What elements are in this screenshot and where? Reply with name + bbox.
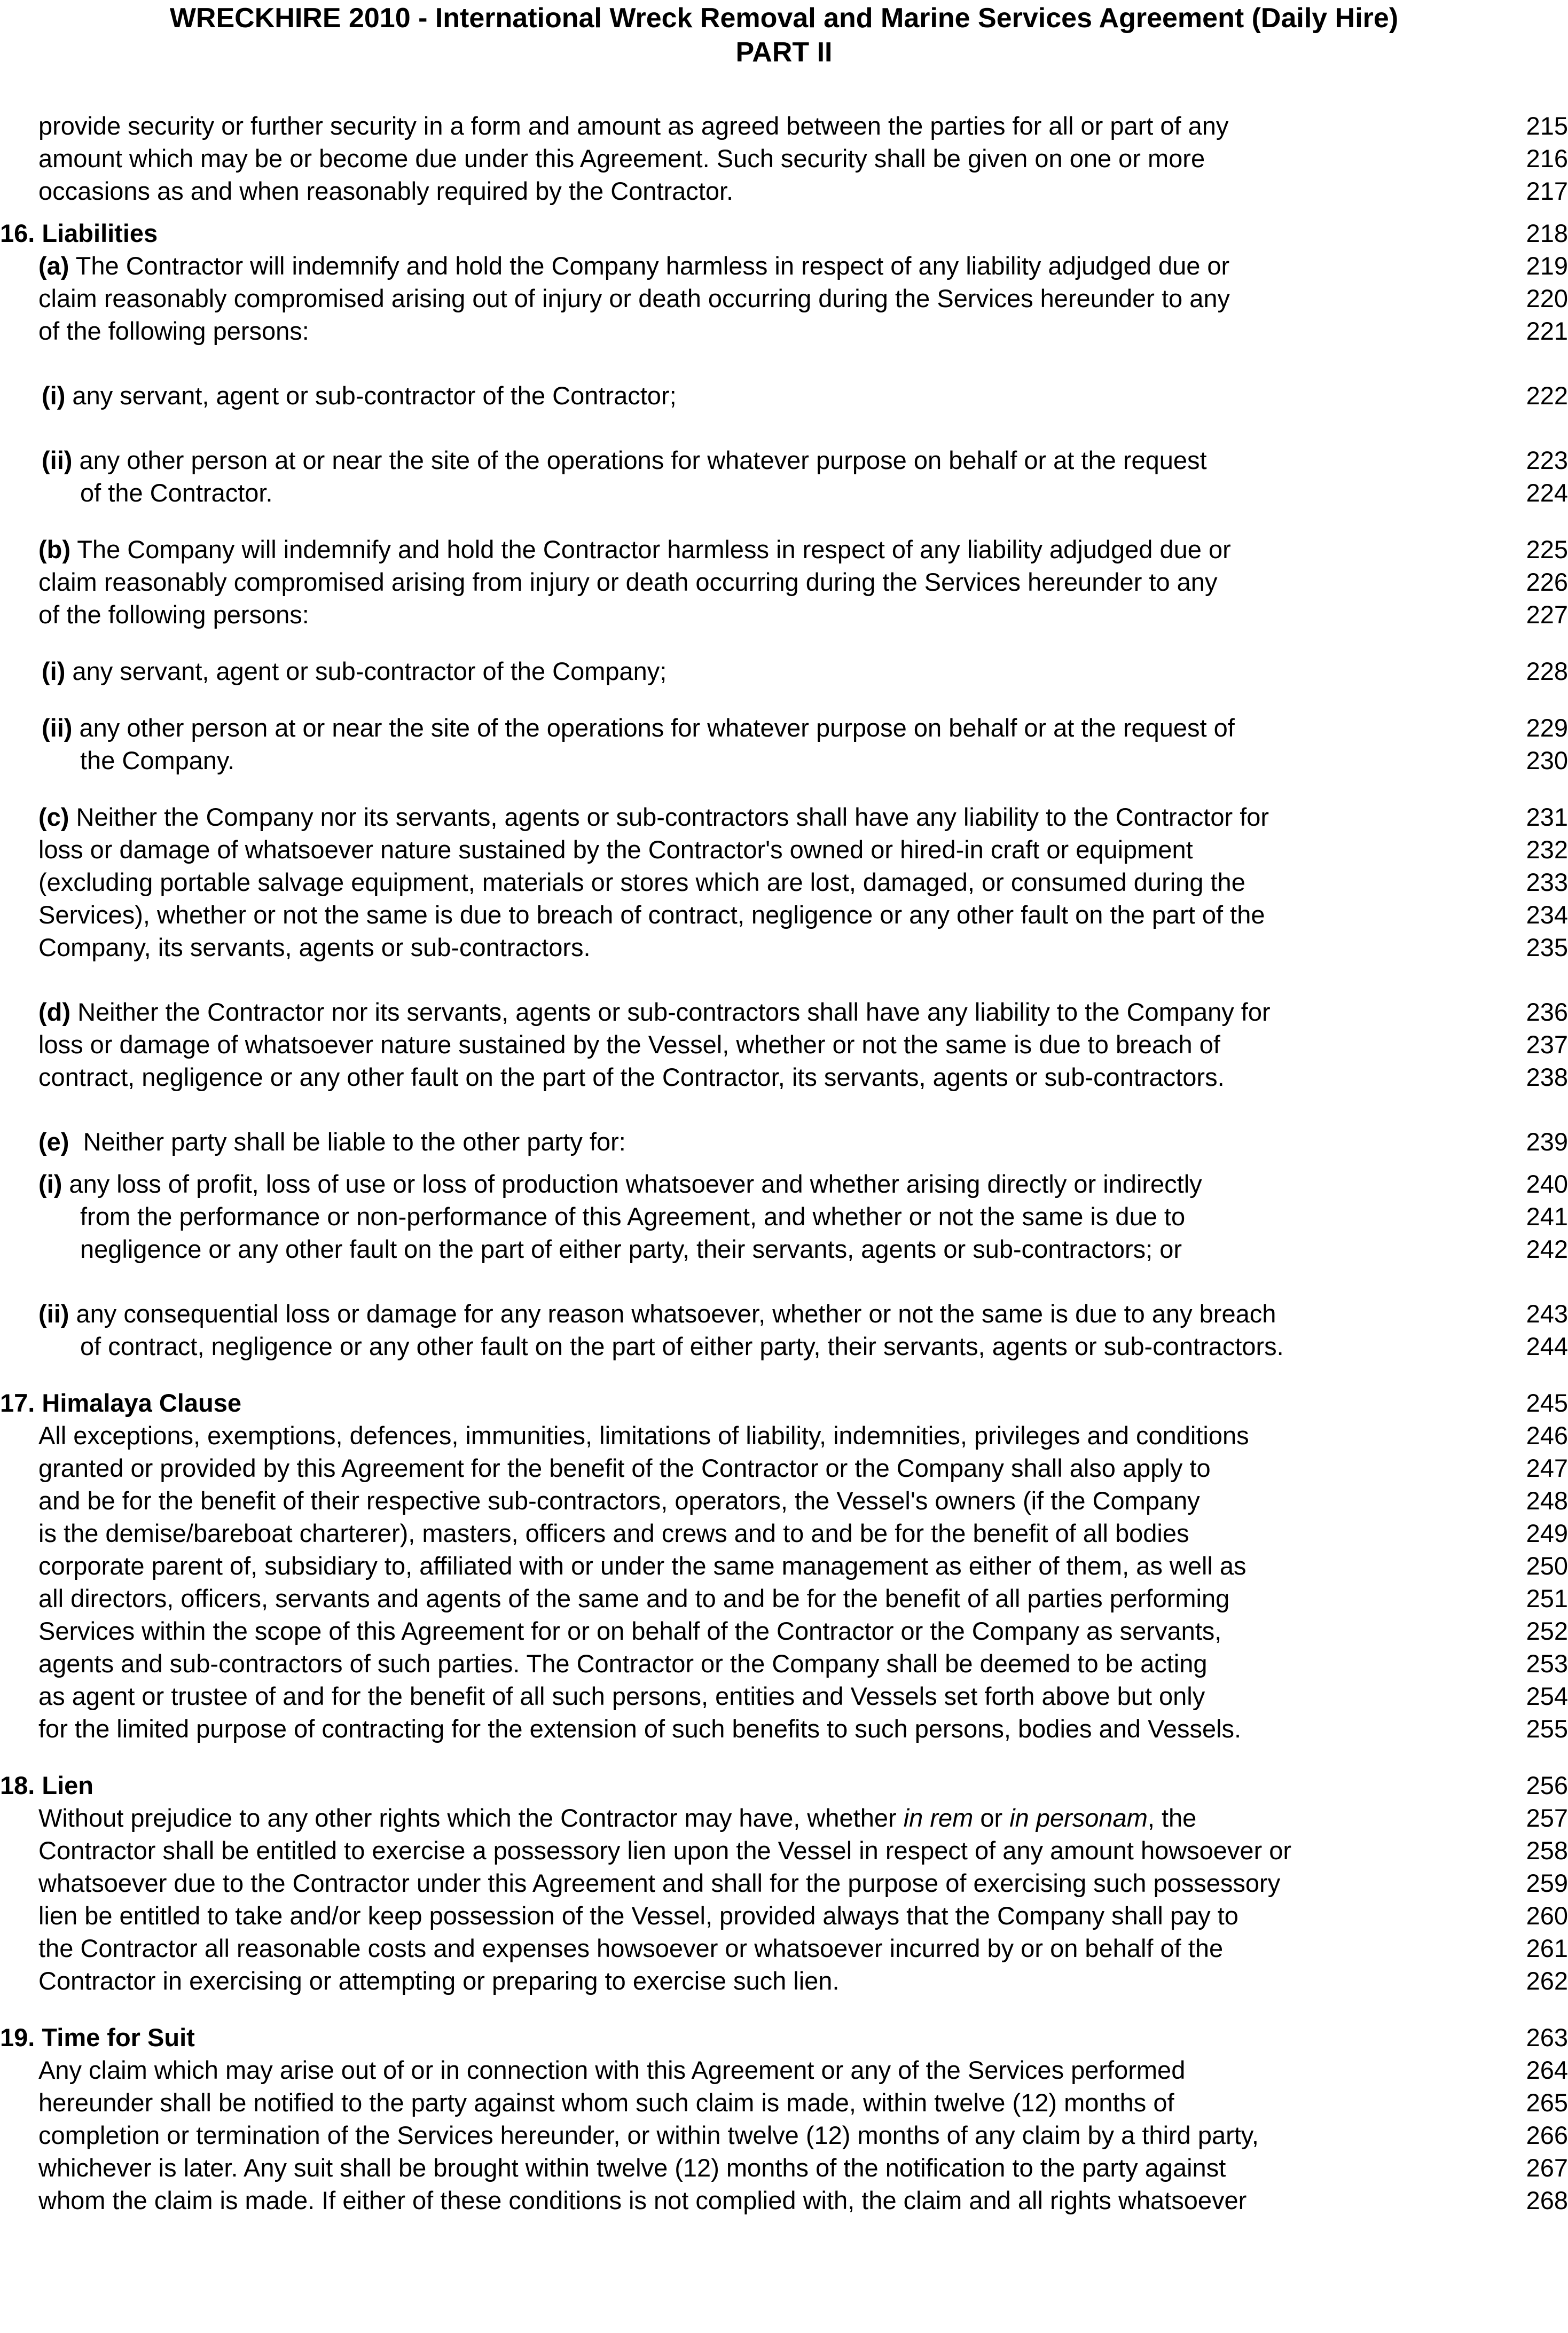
section-heading: 19. Time for Suit 263: [0, 2021, 1568, 2054]
line-number: 243: [1526, 1299, 1568, 1328]
text-line: (ii) any other person at or near the site of the operations for whatever purpose on behalf or at the request 223: [0, 444, 1568, 476]
line-number: 231: [1526, 803, 1568, 831]
text-line: Contractor shall be entitled to exercise a possessory lien upon the Vessel in respect of any amount howsoever or 258: [0, 1834, 1568, 1867]
line-number: 257: [1526, 1804, 1568, 1832]
line-number: 252: [1526, 1617, 1568, 1645]
line-number: 217: [1526, 177, 1568, 205]
clause-text: [0, 109, 1568, 2217]
line-number: 221: [1526, 317, 1568, 345]
line-number: 237: [1526, 1030, 1568, 1059]
text-line: All exceptions, exemptions, defences, immunities, limitations of liability, indemnities, privileges and conditions 246: [0, 1419, 1568, 1452]
line-number: 242: [1526, 1235, 1568, 1263]
line-number: 255: [1526, 1714, 1568, 1743]
line-number: 216: [1526, 144, 1568, 173]
clause-label: (ii): [38, 1299, 69, 1328]
line-number: 219: [1526, 252, 1568, 280]
line-number: 245: [1526, 1389, 1568, 1417]
text-line: loss or damage of whatsoever nature sustained by the Contractor's owned or hired-in craft or equipment 232: [0, 833, 1568, 866]
line-number: 251: [1526, 1584, 1568, 1612]
line-number: 267: [1526, 2154, 1568, 2182]
line-number: 256: [1526, 1771, 1568, 1799]
text-line: lien be entitled to take and/or keep possession of the Vessel, provided always that the Company shall pay to 260: [0, 1899, 1568, 1932]
text-line: granted or provided by this Agreement for the benefit of the Contractor or the Company shall also apply to 247: [0, 1452, 1568, 1484]
text-line: for the limited purpose of contracting for the extension of such benefits to such persons, bodies and Vessels. 255: [0, 1712, 1568, 1745]
text-line: (d) Neither the Contractor nor its servants, agents or sub-contractors shall have any liability to the Company for 236: [0, 996, 1568, 1028]
line-number: 250: [1526, 1552, 1568, 1580]
line-number: 258: [1526, 1836, 1568, 1865]
line-number: 226: [1526, 568, 1568, 596]
text-line: (ii) any other person at or near the site of the operations for whatever purpose on behalf or at the request of 229: [0, 711, 1568, 744]
section-heading: 17. Himalaya Clause 245: [0, 1387, 1568, 1419]
line-number: 259: [1526, 1869, 1568, 1897]
text-line: completion or termination of the Services hereunder, or within twelve (12) months of any claim by a third party, 266: [0, 2119, 1568, 2151]
section-heading: 18. Lien 256: [0, 1769, 1568, 1802]
line-number: 241: [1526, 1202, 1568, 1231]
text-line: of the following persons: 221: [0, 315, 1568, 347]
line-number: 236: [1526, 998, 1568, 1026]
line-number: 223: [1526, 446, 1568, 474]
clause-label: (d): [38, 998, 71, 1026]
text-line: contract, negligence or any other fault on the part of the Contractor, its servants, agents or sub-contractors. 238: [0, 1061, 1568, 1093]
line-number: 261: [1526, 1934, 1568, 1962]
line-number: 244: [1526, 1332, 1568, 1360]
text-line: Any claim which may arise out of or in connection with this Agreement or any of the Services performed 264: [0, 2054, 1568, 2086]
line-number: 248: [1526, 1486, 1568, 1515]
text-line: (i) any servant, agent or sub-contractor of the Company; 228: [0, 655, 1568, 687]
text-line: (b) The Company will indemnify and hold the Contractor harmless in respect of any liability adjudged due or 225: [0, 533, 1568, 566]
text-line: provide security or further security in a form and amount as agreed between the parties for all or part of any 215: [0, 109, 1568, 142]
text-line: (a) The Contractor will indemnify and hold the Company harmless in respect of any liability adjudged due or 219: [0, 249, 1568, 282]
text-line: (i) any servant, agent or sub-contractor of the Contractor; 222: [0, 379, 1568, 412]
clause-label: (b): [38, 535, 71, 563]
text-line: Without prejudice to any other rights which the Contractor may have, whether in rem or in personam, the 257: [0, 1802, 1568, 1834]
text-line: (i) any loss of profit, loss of use or loss of production whatsoever and whether arising directly or indirectly 240: [0, 1168, 1568, 1200]
line-number: 263: [1526, 2023, 1568, 2052]
clause-label: (ii): [42, 446, 73, 474]
text-line: claim reasonably compromised arising from injury or death occurring during the Services hereunder to any 226: [0, 566, 1568, 598]
document-title: WRECKHIRE 2010 - International Wreck Removal and Marine Services Agreement (Daily Hire): [169, 3, 1399, 34]
line-number: 238: [1526, 1063, 1568, 1091]
text-line: all directors, officers, servants and agents of the same and to and be for the benefit of all parties performing 251: [0, 1582, 1568, 1615]
text-line: the Company. 230: [0, 744, 1568, 777]
line-number: 265: [1526, 2088, 1568, 2117]
line-number: 230: [1526, 746, 1568, 774]
clause-label: (c): [38, 803, 69, 831]
text-line: the Contractor all reasonable costs and expenses howsoever or whatsoever incurred by or on behalf of the 261: [0, 1932, 1568, 1964]
text-line: and be for the benefit of their respective sub-contractors, operators, the Vessel's owners (if the Company 248: [0, 1484, 1568, 1517]
line-number: 254: [1526, 1682, 1568, 1710]
text-line: (c) Neither the Company nor its servants, agents or sub-contractors shall have any liability to the Contractor for 231: [0, 801, 1568, 833]
text-line: from the performance or non-performance of this Agreement, and whether or not the same is due to 241: [0, 1200, 1568, 1233]
line-number: 247: [1526, 1454, 1568, 1482]
line-number: 229: [1526, 714, 1568, 742]
text-line: of the following persons: 227: [0, 598, 1568, 631]
clause-label: (ii): [42, 714, 73, 742]
text-line: as agent or trustee of and for the benefit of all such persons, entities and Vessels set forth above but only 254: [0, 1680, 1568, 1712]
line-number: 246: [1526, 1421, 1568, 1450]
text-line: of contract, negligence or any other fault on the part of either party, their servants, agents or sub-contractors. 244: [0, 1330, 1568, 1363]
text-line: loss or damage of whatsoever nature sustained by the Vessel, whether or not the same is due to breach of 237: [0, 1028, 1568, 1061]
text-line: Company, its servants, agents or sub-contractors. 235: [0, 931, 1568, 964]
line-number: 253: [1526, 1649, 1568, 1678]
line-number: 262: [1526, 1967, 1568, 1995]
text-line: (ii) any consequential loss or damage for any reason whatsoever, whether or not the same is due to any breach 243: [0, 1297, 1568, 1330]
line-number: 235: [1526, 933, 1568, 961]
line-number: 232: [1526, 835, 1568, 864]
line-number: 240: [1526, 1170, 1568, 1198]
text-line: Services), whether or not the same is due to breach of contract, negligence or any other fault on the part of the 234: [0, 898, 1568, 931]
line-number: 264: [1526, 2056, 1568, 2084]
text-line: whichever is later. Any suit shall be brought within twelve (12) months of the notification to the party against 267: [0, 2151, 1568, 2184]
clause-label: (i): [38, 1170, 62, 1198]
line-number: 228: [1526, 657, 1568, 685]
clause-label: (i): [42, 381, 66, 410]
text-line: negligence or any other fault on the part of either party, their servants, agents or sub-contractors; or 242: [0, 1233, 1568, 1265]
section-heading: 16. Liabilities 218: [0, 217, 1568, 249]
line-number: 222: [1526, 381, 1568, 410]
text-line: occasions as and when reasonably required by the Contractor. 217: [0, 175, 1568, 207]
line-number: 266: [1526, 2121, 1568, 2149]
page-header: [0, 0, 1568, 69]
text-line: whom the claim is made. If either of these conditions is not complied with, the claim and all rights whatsoever 268: [0, 2184, 1568, 2217]
line-number: 234: [1526, 901, 1568, 929]
text-line: corporate parent of, subsidiary to, affiliated with or under the same management as either of them, as well as 250: [0, 1549, 1568, 1582]
line-number: 268: [1526, 2186, 1568, 2214]
document-part: PART II: [735, 37, 833, 68]
line-number: 249: [1526, 1519, 1568, 1547]
text-line: (e) Neither party shall be liable to the other party for: 239: [0, 1125, 1568, 1158]
text-line: Contractor in exercising or attempting or preparing to exercise such lien. 262: [0, 1964, 1568, 1997]
text-line: agents and sub-contractors of such parties. The Contractor or the Company shall be deemed to be acting 253: [0, 1647, 1568, 1680]
clause-label: (a): [38, 252, 69, 280]
clause-label: (i): [42, 657, 66, 685]
text-line: Services within the scope of this Agreement for or on behalf of the Contractor or the Company as servants, 252: [0, 1615, 1568, 1647]
text-line: hereunder shall be notified to the party against whom such claim is made, within twelve (12) months of 265: [0, 2086, 1568, 2119]
text-line: whatsoever due to the Contractor under this Agreement and shall for the purpose of exercising such possessory 259: [0, 1867, 1568, 1899]
clause-label: (e): [38, 1128, 69, 1156]
line-number: 233: [1526, 868, 1568, 896]
line-number: 215: [1526, 112, 1568, 140]
line-number: 225: [1526, 535, 1568, 563]
line-number: 218: [1526, 219, 1568, 247]
line-number: 260: [1526, 1901, 1568, 1930]
line-number: 220: [1526, 284, 1568, 312]
text-line: of the Contractor. 224: [0, 476, 1568, 509]
line-number: 224: [1526, 479, 1568, 507]
text-line: amount which may be or become due under this Agreement. Such security shall be given on one or more 216: [0, 142, 1568, 175]
text-line: is the demise/bareboat charterer), masters, officers and crews and to and be for the benefit of all bodies 249: [0, 1517, 1568, 1549]
line-number: 239: [1526, 1128, 1568, 1156]
line-number: 227: [1526, 600, 1568, 629]
text-line: (excluding portable salvage equipment, materials or stores which are lost, damaged, or consumed during the 233: [0, 866, 1568, 898]
text-line: claim reasonably compromised arising out of injury or death occurring during the Services hereunder to any 220: [0, 282, 1568, 315]
